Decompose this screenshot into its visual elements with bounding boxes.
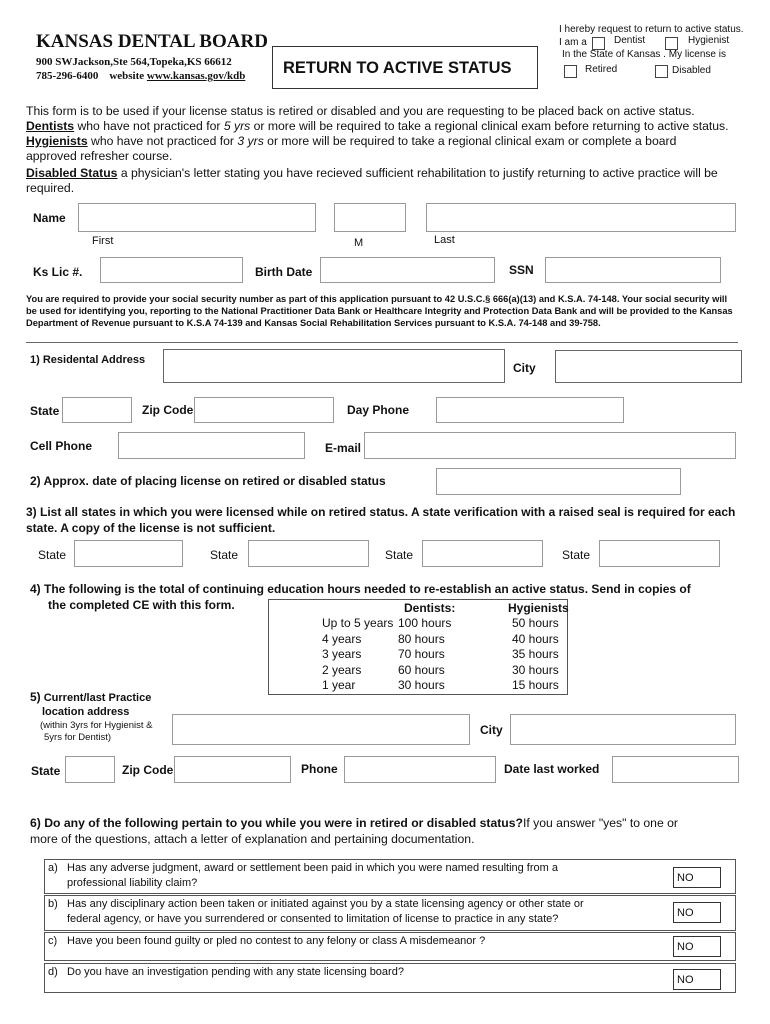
q6-item-c xyxy=(44,932,736,961)
cell-phone-label: Cell Phone xyxy=(30,439,93,453)
hygienists-requirement-cont: approved refresher course. xyxy=(26,149,173,163)
q6-item-text: Has any disciplinary action been taken or initiated against you by a state licensing agency or other state or federal agency, or have you surrendered or consented to limitation of license to practice in any state? xyxy=(67,898,584,925)
q6-answer-c[interactable]: NO xyxy=(673,936,721,957)
residential-address-field[interactable] xyxy=(163,349,505,383)
dentists-requirement xyxy=(26,119,766,134)
first-caption: First xyxy=(92,235,114,247)
q5-label-a: Current/last Practice xyxy=(43,692,152,704)
q6-item-text: Has any adverse judgment, award or settlement been paid in which you were named resulting from a professional liability claim? xyxy=(67,862,558,889)
ce-header-hygienists: Hygienists xyxy=(508,600,569,615)
q5-label-line2: location address xyxy=(42,706,130,718)
day-phone-field[interactable] xyxy=(436,397,624,423)
form-title-box xyxy=(272,46,538,89)
date-last-worked-label: Date last worked xyxy=(504,762,600,776)
practice-zip-field[interactable] xyxy=(174,756,291,783)
ce-hours-table xyxy=(320,600,571,693)
q5-label-line1 xyxy=(30,690,151,705)
email-field[interactable] xyxy=(364,432,736,459)
disabled-requirement-cont: required. xyxy=(26,181,75,195)
q6-item-b xyxy=(44,895,736,931)
ssn-notice: You are required to provide your social security number as part of this application pursuant to 42 U.S.C.§ 666(a)(13) and K.S.A. 74-148. Your social security will be used for identifying you, reporting to the National Practitioner Data Bank or Healthcare Integrity and Protection Data Bank and will be provided to the Kansas Department of Revenue pursuant to K.S.A 74-139 and Kansas Social Rehabilitation Services pursuant to K.S.A. 74-148 and 39-758. xyxy=(26,294,733,329)
city-label: City xyxy=(513,361,536,375)
q5-label xyxy=(30,690,151,719)
practice-address-field[interactable] xyxy=(172,714,470,745)
q6-item-a xyxy=(44,859,736,894)
q3-state-field-1[interactable] xyxy=(74,540,183,567)
q4-line1: 4) The following is the total of continuing education hours needed to re-establish an active status. Send in copies of xyxy=(30,582,691,596)
practice-phone-field[interactable] xyxy=(344,756,496,783)
q2-label: 2) Approx. date of placing license on retired or disabled status xyxy=(30,474,386,488)
day-phone-label: Day Phone xyxy=(347,403,410,417)
q2-date-field[interactable] xyxy=(436,468,681,495)
board-phone: 785-296-6400 xyxy=(36,70,99,82)
ssn-field[interactable] xyxy=(545,257,721,283)
q3-state-field-3[interactable] xyxy=(422,540,543,567)
form-title: RETURN TO ACTIVE STATUS xyxy=(283,59,512,77)
city-field[interactable] xyxy=(555,350,742,383)
board-address: 900 SWJackson,Ste 564,Topeka,KS 66612 xyxy=(36,56,232,68)
q6-item-letter: a) xyxy=(48,862,58,874)
q6-intro-bold: 6) Do any of the following pertain to you while you were in retired or disabled status? xyxy=(30,816,523,830)
website-label: website xyxy=(109,70,145,82)
hygienists-requirement xyxy=(26,134,766,149)
q5-note-line2: 5yrs for Dentist) xyxy=(44,732,112,743)
intro-text xyxy=(26,104,766,196)
q3-state-label-4: State xyxy=(562,548,591,562)
ce-period: 1 year xyxy=(322,678,356,693)
section-divider xyxy=(26,342,738,343)
name-label: Name xyxy=(33,211,66,225)
state-license-line: In the State of Kansas . My license is xyxy=(562,49,726,60)
hygienists-text-a: who have not practiced for xyxy=(87,134,238,148)
intro-line: This form is to be used if your license status is retired or disabled and you are requesting to be placed back on active status. xyxy=(26,104,695,118)
request-line: I hereby request to return to active status. xyxy=(559,24,744,35)
q6-intro-line2: more of the questions, attach a letter of explanation and pertaining documentation. xyxy=(30,832,475,846)
q6-intro-rest: If you answer "yes" to one or xyxy=(522,816,678,830)
dentists-text-a: who have not practiced for xyxy=(74,119,224,133)
practice-city-label: City xyxy=(480,723,503,737)
ce-table-header xyxy=(320,600,571,616)
license-number-label: Ks Lic #. xyxy=(33,265,83,279)
zip-label: Zip Code xyxy=(142,403,194,417)
ce-hygienist-hours: 35 hours xyxy=(512,647,559,662)
retired-label: Retired xyxy=(585,64,618,75)
last-name-field[interactable] xyxy=(426,203,736,232)
q3-state-field-4[interactable] xyxy=(599,540,720,567)
ce-hygienist-hours: 30 hours xyxy=(512,662,559,677)
q6-intro-line1 xyxy=(30,815,742,831)
disabled-requirement xyxy=(26,166,766,181)
ce-period: 3 years xyxy=(322,647,362,662)
website-link[interactable]: www.kansas.gov/kdb xyxy=(146,70,246,82)
middle-initial-field[interactable] xyxy=(334,203,406,232)
middle-caption: M xyxy=(354,237,364,249)
q6-answer-b[interactable]: NO xyxy=(673,902,721,923)
ce-dentist-hours: 30 hours xyxy=(398,678,445,693)
q5-note xyxy=(40,720,152,744)
residential-address-label: 1) Residental Address xyxy=(30,354,146,366)
hygienists-text-b: or more will be required to take a regional clinical exam or complete a board xyxy=(263,134,677,148)
first-name-field[interactable] xyxy=(78,203,316,232)
retired-checkbox[interactable] xyxy=(564,65,577,78)
ce-period: 2 years xyxy=(322,662,362,677)
dentists-text-b: or more will be required to take a regional clinical exam before returning to active status. xyxy=(250,119,729,133)
table-row xyxy=(320,678,571,694)
ce-dentist-hours: 80 hours xyxy=(398,631,445,646)
table-row xyxy=(320,631,571,647)
q6-item-text: Have you been found guilty or pled no contest to any felony or class A misdemeanor ? xyxy=(67,935,486,947)
request-block xyxy=(559,24,764,36)
table-row xyxy=(320,647,571,663)
q6-intro xyxy=(30,815,742,847)
board-name: KANSAS DENTAL BOARD xyxy=(36,31,268,52)
q6-item-letter: c) xyxy=(48,935,58,947)
practice-city-field[interactable] xyxy=(510,714,736,745)
last-caption: Last xyxy=(434,234,455,246)
disabled-text: a physician's letter stating you have recieved sufficient rehabilitation to justify returning to active practice will be xyxy=(117,166,718,180)
table-row xyxy=(320,662,571,678)
practice-state-label: State xyxy=(31,764,61,778)
date-last-worked-field[interactable] xyxy=(612,756,739,783)
dentists-years: 5 yrs xyxy=(223,119,251,133)
hygienists-label: Hygienists xyxy=(26,134,88,148)
practice-phone-label: Phone xyxy=(301,762,338,776)
zip-field[interactable] xyxy=(194,397,334,423)
q6-item-d xyxy=(44,963,736,993)
q5-number: 5) xyxy=(30,690,41,704)
ce-dentist-hours: 60 hours xyxy=(398,662,445,677)
q3-state-field-2[interactable] xyxy=(248,540,369,567)
dentists-label: Dentists xyxy=(26,119,75,133)
iam-label: I am a xyxy=(559,37,587,48)
ce-hygienist-hours: 40 hours xyxy=(512,631,559,646)
practice-zip-label: Zip Code xyxy=(122,763,174,777)
disabled-checkbox[interactable] xyxy=(655,65,668,78)
birth-date-field[interactable] xyxy=(320,257,495,283)
cell-phone-field[interactable] xyxy=(118,432,305,459)
ce-header-period xyxy=(320,600,396,616)
disabled-label: Disabled Status xyxy=(26,166,118,180)
q3-state-label-1: State xyxy=(38,548,67,562)
q3-state-label-3: State xyxy=(385,548,414,562)
email-label: E-mail xyxy=(325,441,362,455)
q4-line2: the completed CE with this form. xyxy=(48,598,235,612)
ce-period: 4 years xyxy=(322,631,362,646)
dentist-label: Dentist xyxy=(614,35,646,46)
ce-header-dentists: Dentists: xyxy=(404,600,456,615)
table-row xyxy=(320,616,571,632)
q6-item-letter: b) xyxy=(48,898,58,910)
ce-hygienist-hours: 15 hours xyxy=(512,678,559,693)
q6-item-text: Do you have an investigation pending with any state licensing board? xyxy=(67,966,404,978)
q6-item-letter: d) xyxy=(48,966,58,978)
board-contact xyxy=(36,70,245,82)
q3-state-label-2: State xyxy=(210,548,239,562)
ce-hygienist-hours: 50 hours xyxy=(512,616,559,631)
state-label: State xyxy=(30,404,60,418)
disabled-label: Disabled xyxy=(672,65,711,76)
q6-answer-a[interactable]: NO xyxy=(673,867,721,888)
practice-state-field[interactable] xyxy=(65,756,115,783)
state-field[interactable] xyxy=(62,397,132,423)
hygienist-label: Hygienist xyxy=(688,35,730,46)
ce-dentist-hours: 70 hours xyxy=(398,647,445,662)
ssn-label: SSN xyxy=(509,263,534,277)
q3-text: 3) List all states in which you were licensed while on retired status. A state verification with a raised seal is required for each state. A copy of the license is not sufficient. xyxy=(26,505,736,535)
birth-date-label: Birth Date xyxy=(255,265,313,279)
ce-dentist-hours: 100 hours xyxy=(398,616,452,631)
hygienists-years: 3 yrs xyxy=(237,134,264,148)
license-number-field[interactable] xyxy=(100,257,243,283)
ce-period: Up to 5 years xyxy=(322,616,394,631)
q6-answer-d[interactable]: NO xyxy=(673,969,721,990)
q5-note-line1: (within 3yrs for Hygienist & xyxy=(40,720,153,731)
